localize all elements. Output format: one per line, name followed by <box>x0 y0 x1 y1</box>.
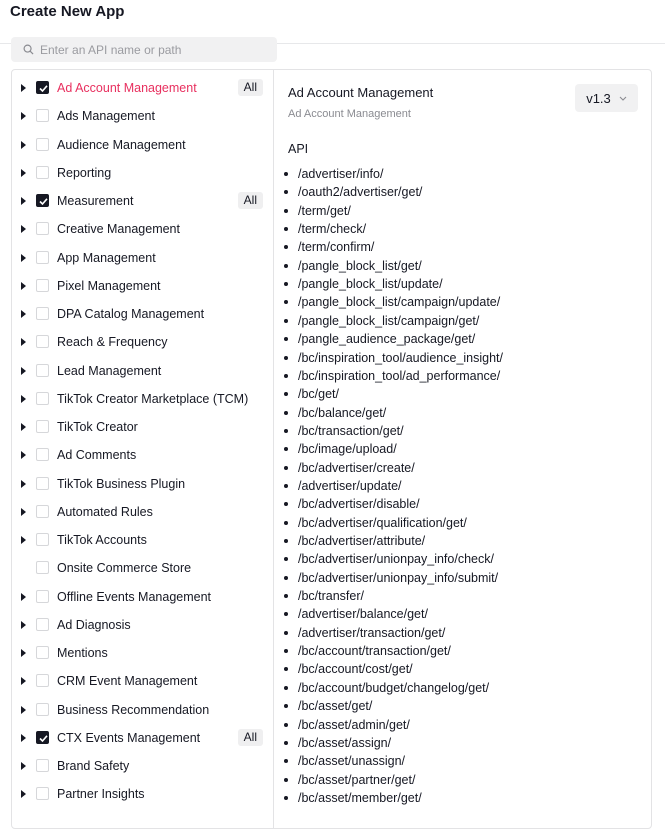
bullet-icon <box>284 392 288 396</box>
version-select[interactable] <box>575 84 638 112</box>
category-label: Offline Events Management <box>57 589 212 604</box>
category-item[interactable] <box>12 274 273 298</box>
api-path: /pangle_block_list/update/ <box>298 277 443 292</box>
chevron-down-icon <box>619 96 627 101</box>
category-checkbox[interactable] <box>36 166 49 179</box>
category-label: Audience Management <box>57 137 186 152</box>
expand-caret-icon[interactable] <box>21 225 26 233</box>
expand-caret-icon[interactable] <box>21 338 26 346</box>
api-selector-panel <box>11 69 652 829</box>
category-checkbox[interactable] <box>36 364 49 377</box>
expand-caret-icon[interactable] <box>21 367 26 375</box>
category-label: TikTok Accounts <box>57 533 147 547</box>
category-label: CRM Event Management <box>57 674 198 689</box>
expand-caret-icon[interactable] <box>21 790 26 798</box>
expand-caret-icon[interactable] <box>21 480 26 488</box>
bullet-icon <box>284 723 288 727</box>
category-checkbox[interactable] <box>36 561 49 574</box>
category-checkbox[interactable] <box>36 81 49 94</box>
version-value: v1.3 <box>586 90 611 106</box>
category-item[interactable] <box>12 330 273 354</box>
all-badge: All <box>238 192 263 209</box>
bullet-icon <box>284 209 288 213</box>
api-path: /bc/advertiser/unionpay_info/submit/ <box>298 570 499 585</box>
category-label: TikTok Creator Marketplace (TCM) <box>57 391 249 406</box>
api-path: /bc/balance/get/ <box>298 405 387 420</box>
bullet-icon <box>284 319 288 323</box>
api-path: /pangle_block_list/campaign/get/ <box>298 313 480 328</box>
category-checkbox[interactable] <box>36 251 49 264</box>
all-badge: All <box>238 79 263 96</box>
expand-caret-icon[interactable] <box>21 84 26 92</box>
category-checkbox[interactable] <box>36 646 49 659</box>
category-label: Reach & Frequency <box>57 335 168 350</box>
bullet-icon <box>284 576 288 580</box>
check-icon <box>38 196 49 207</box>
bullet-icon <box>284 282 288 286</box>
all-badge: All <box>238 729 263 746</box>
category-checkbox[interactable] <box>36 505 49 518</box>
category-checkbox[interactable] <box>36 392 49 405</box>
category-item[interactable] <box>12 133 273 157</box>
search-icon <box>23 44 34 55</box>
bullet-icon <box>284 447 288 451</box>
category-label: Measurement <box>57 194 134 208</box>
api-path: /bc/advertiser/unionpay_info/check/ <box>298 552 494 567</box>
api-path: /term/get/ <box>298 203 351 218</box>
api-path: /term/confirm/ <box>298 240 375 255</box>
category-item[interactable] <box>12 556 273 580</box>
bullet-icon <box>284 796 288 800</box>
api-path: /bc/asset/member/get/ <box>298 790 422 805</box>
api-path: /bc/asset/assign/ <box>298 735 392 750</box>
category-item[interactable] <box>12 613 273 637</box>
category-item[interactable] <box>12 443 273 467</box>
category-item[interactable] <box>12 161 273 185</box>
category-checkbox[interactable] <box>36 533 49 546</box>
category-label: Pixel Management <box>57 278 161 293</box>
api-path: /bc/asset/unassign/ <box>298 754 406 769</box>
bullet-icon <box>284 741 288 745</box>
category-item[interactable] <box>12 669 273 693</box>
category-item[interactable] <box>12 500 273 524</box>
bullet-icon <box>284 649 288 653</box>
detail-subtitle: Ad Account Management <box>288 108 411 120</box>
api-path: /term/check/ <box>298 222 367 237</box>
api-path: /bc/advertiser/disable/ <box>298 497 420 512</box>
category-label: Ad Comments <box>57 448 137 463</box>
expand-caret-icon[interactable] <box>21 197 26 205</box>
category-label: TikTok Creator <box>57 420 138 434</box>
search-input[interactable] <box>40 43 250 57</box>
api-path: /bc/inspiration_tool/ad_performance/ <box>298 368 501 383</box>
bullet-icon <box>284 759 288 763</box>
category-item[interactable] <box>12 189 273 213</box>
category-checkbox[interactable] <box>36 307 49 320</box>
category-label: App Management <box>57 250 156 265</box>
expand-caret-icon[interactable] <box>21 508 26 516</box>
api-path: /bc/account/budget/changelog/get/ <box>298 680 490 695</box>
bullet-icon <box>284 264 288 268</box>
bullet-icon <box>284 631 288 635</box>
category-label: Ad Account Management <box>57 81 197 95</box>
expand-caret-icon[interactable] <box>21 310 26 318</box>
bullet-icon <box>284 245 288 249</box>
category-checkbox[interactable] <box>36 618 49 631</box>
category-label: Ads Management <box>57 109 155 124</box>
category-label: Partner Insights <box>57 787 145 802</box>
category-checkbox[interactable] <box>36 420 49 433</box>
category-checkbox[interactable] <box>36 703 49 716</box>
category-checkbox[interactable] <box>36 109 49 122</box>
expand-caret-icon[interactable] <box>21 762 26 770</box>
category-label: Mentions <box>57 646 108 660</box>
category-checkbox[interactable] <box>36 759 49 772</box>
expand-caret-icon[interactable] <box>21 254 26 262</box>
bullet-icon <box>284 667 288 671</box>
bullet-icon <box>284 612 288 616</box>
page-title: Create New App <box>10 3 125 20</box>
category-label: Creative Management <box>57 222 180 237</box>
api-path: /bc/get/ <box>298 387 339 402</box>
category-checkbox[interactable] <box>36 279 49 292</box>
api-path: /advertiser/info/ <box>298 167 384 181</box>
bullet-icon <box>284 190 288 194</box>
api-heading: API <box>288 142 309 156</box>
category-label: TikTok Business Plugin <box>57 476 186 491</box>
category-checkbox[interactable] <box>36 335 49 348</box>
category-item[interactable] <box>12 246 273 270</box>
category-item[interactable] <box>12 104 273 128</box>
check-icon <box>38 83 49 94</box>
bullet-icon <box>284 686 288 690</box>
expand-caret-icon[interactable] <box>21 536 26 544</box>
bullet-icon <box>284 539 288 543</box>
check-icon <box>38 733 49 744</box>
bullet-icon <box>284 356 288 360</box>
bullet-icon <box>284 337 288 341</box>
api-path: /bc/image/upload/ <box>298 442 397 457</box>
category-label: Automated Rules <box>57 504 153 519</box>
category-checkbox[interactable] <box>36 448 49 461</box>
api-path: /pangle_block_list/campaign/update/ <box>298 295 501 310</box>
expand-caret-icon[interactable] <box>21 282 26 290</box>
category-item[interactable] <box>12 415 273 439</box>
bullet-icon <box>284 484 288 488</box>
bullet-icon <box>284 778 288 782</box>
category-label: Onsite Commerce Store <box>57 561 192 576</box>
expand-caret-icon[interactable] <box>21 593 26 601</box>
category-item[interactable] <box>12 528 273 552</box>
category-checkbox[interactable] <box>36 194 49 207</box>
bullet-icon <box>284 704 288 708</box>
category-label: Lead Management <box>57 363 162 378</box>
category-label: Business Recommendation <box>57 702 210 717</box>
api-path: /bc/transfer/ <box>298 589 364 604</box>
category-label: CTX Events Management <box>57 730 201 745</box>
bullet-icon <box>284 172 288 176</box>
category-item[interactable] <box>12 302 273 326</box>
api-path: /bc/account/transaction/get/ <box>298 644 451 659</box>
category-item[interactable] <box>12 782 273 806</box>
api-path: /bc/inspiration_tool/audience_insight/ <box>298 350 503 365</box>
category-list <box>12 70 274 828</box>
detail-title: Ad Account Management <box>288 85 434 100</box>
category-checkbox[interactable] <box>36 138 49 151</box>
category-item[interactable] <box>12 472 273 496</box>
bullet-icon <box>284 521 288 525</box>
api-path: /pangle_audience_package/get/ <box>298 332 476 347</box>
category-label: Ad Diagnosis <box>57 617 131 632</box>
category-item[interactable] <box>12 585 273 609</box>
bullet-icon <box>284 374 288 378</box>
bullet-icon <box>284 466 288 470</box>
bullet-icon <box>284 429 288 433</box>
api-path: /bc/asset/admin/get/ <box>298 717 410 732</box>
expand-caret-icon[interactable] <box>21 169 26 177</box>
category-label: Brand Safety <box>57 759 130 773</box>
expand-caret-icon[interactable] <box>21 395 26 403</box>
category-item[interactable] <box>12 698 273 722</box>
category-item[interactable] <box>12 754 273 778</box>
category-checkbox[interactable] <box>36 477 49 490</box>
api-path: /advertiser/transaction/get/ <box>298 625 446 640</box>
api-path: /bc/transaction/get/ <box>298 423 404 438</box>
api-path: /advertiser/update/ <box>298 478 402 493</box>
expand-caret-icon[interactable] <box>21 734 26 742</box>
expand-caret-icon[interactable] <box>21 423 26 431</box>
expand-caret-icon[interactable] <box>21 141 26 149</box>
category-checkbox[interactable] <box>36 222 49 235</box>
api-path: /oauth2/advertiser/get/ <box>298 185 423 200</box>
expand-caret-icon[interactable] <box>21 621 26 629</box>
api-path: /bc/asset/get/ <box>298 699 373 714</box>
category-label: Reporting <box>57 165 112 180</box>
category-item[interactable] <box>12 641 273 665</box>
expand-caret-icon[interactable] <box>21 706 26 714</box>
category-item[interactable] <box>12 359 273 383</box>
expand-caret-icon[interactable] <box>21 677 26 685</box>
category-checkbox[interactable] <box>36 590 49 603</box>
bullet-icon <box>284 300 288 304</box>
api-path: /pangle_block_list/get/ <box>298 258 422 273</box>
expand-caret-icon[interactable] <box>21 649 26 657</box>
expand-caret-icon[interactable] <box>21 451 26 459</box>
category-item[interactable] <box>12 217 273 241</box>
search-box[interactable] <box>11 37 277 62</box>
bullet-icon <box>284 227 288 231</box>
api-path: /bc/advertiser/attribute/ <box>298 534 426 548</box>
api-path: /bc/asset/partner/get/ <box>298 772 416 787</box>
api-path: /bc/account/cost/get/ <box>298 662 413 677</box>
category-item[interactable] <box>12 726 273 750</box>
category-checkbox[interactable] <box>36 787 49 800</box>
bullet-icon <box>284 411 288 415</box>
category-checkbox[interactable] <box>36 731 49 744</box>
expand-caret-icon[interactable] <box>21 112 26 120</box>
category-checkbox[interactable] <box>36 674 49 687</box>
bullet-icon <box>284 557 288 561</box>
api-path: /advertiser/balance/get/ <box>298 607 428 622</box>
category-label: DPA Catalog Management <box>57 307 205 321</box>
api-path: /bc/advertiser/create/ <box>298 460 415 475</box>
bullet-icon <box>284 594 288 598</box>
category-item[interactable] <box>12 76 273 100</box>
api-path: /bc/advertiser/qualification/get/ <box>298 515 467 530</box>
category-item[interactable] <box>12 387 273 411</box>
bullet-icon <box>284 502 288 506</box>
